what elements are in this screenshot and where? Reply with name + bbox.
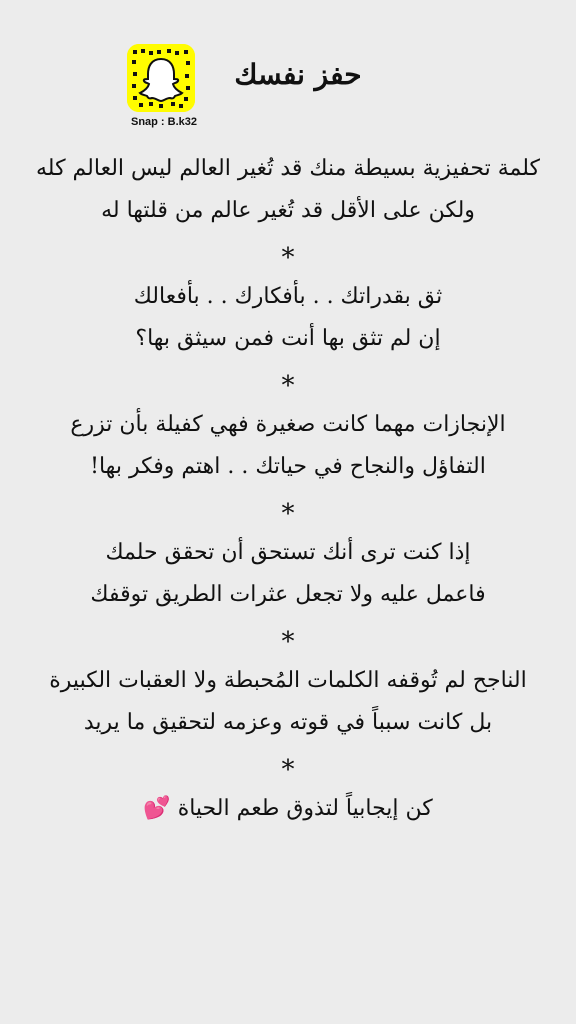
quote-paragraph [30,404,546,488]
quote-line: إذا كنت ترى أنك تستحق أن تحقق حلمك [105,540,471,565]
quote-paragraph [30,276,546,360]
asterisk-separator: * [281,627,295,657]
asterisk-separator: * [281,243,295,273]
quote-line: الإنجازات مهما كانت صغيرة فهي كفيلة بأن تزرع [70,412,506,437]
quote-paragraph [30,148,546,232]
page-title: حفز نفسك [234,58,362,91]
quote-paragraph [30,788,546,830]
quote-line: ولكن على الأقل قد تُغير عالم من قلتها له [101,198,475,223]
quote-paragraph [30,532,546,616]
quote-line: التفاؤل والنجاح في حياتك . . اهتم وفكر بها! [90,454,486,479]
quote-line: إن لم تثق بها أنت فمن سيثق بها؟ [135,326,441,351]
quote-paragraph [30,660,546,744]
asterisk-separator: * [281,371,295,401]
quote-text: كن إيجابياً لتذوق طعم الحياة [177,796,433,821]
quote-line: ثق بقدراتك . . بأفكارك . . بأفعالك [133,284,443,309]
quote-line: بل كانت سبباً في قوته وعزمه لتحقيق ما يريد [83,710,493,735]
snap-handle: Snap : B.k32 [130,116,198,128]
quote-line-final [30,788,546,830]
header [0,40,576,140]
two-hearts-icon: 💕 [143,796,171,821]
quotes-content [30,148,546,830]
quote-line: الناجح لم تُوقفه الكلمات المُحبطة ولا العقبات الكبيرة [49,668,527,693]
asterisk-separator: * [281,499,295,529]
asterisk-separator: * [281,755,295,785]
quote-line: كلمة تحفيزية بسيطة منك قد تُغير العالم ليس العالم كله [35,156,541,181]
quote-line: فاعمل عليه ولا تجعل عثرات الطريق توقفك [90,582,486,607]
snapcode-ghost-icon [127,44,195,112]
